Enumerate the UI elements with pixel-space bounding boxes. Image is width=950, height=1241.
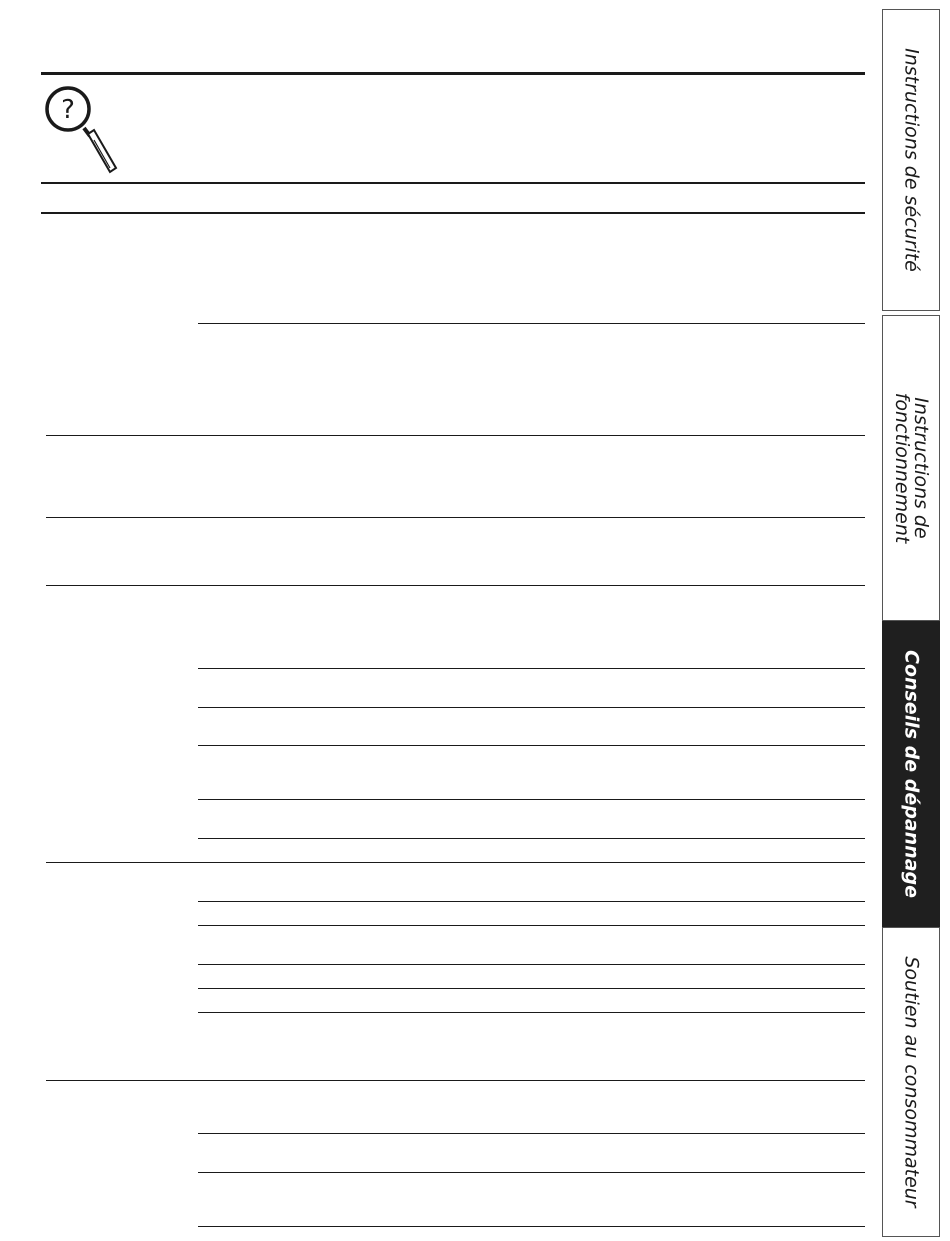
table-subrow-divider: [198, 1226, 865, 1227]
tab-label: Conseils de dépannage: [900, 649, 923, 899]
table-row-divider: [46, 862, 865, 863]
table-subrow-divider: [198, 1012, 865, 1013]
table-row-divider: [46, 1080, 865, 1081]
table-subrow-divider: [198, 1133, 865, 1134]
header-top-rule: [41, 72, 865, 75]
table-subrow-divider: [198, 901, 865, 902]
table-subrow-divider: [198, 799, 865, 800]
table-row-divider: [46, 435, 865, 436]
table-subrow-divider: [198, 707, 865, 708]
table-subrow-divider: [198, 925, 865, 926]
tab-label: Soutien au consommateur: [900, 956, 923, 1208]
table-subrow-divider: [198, 964, 865, 965]
tab-label: Instructions de sécurité: [900, 48, 923, 272]
tab-operating-instructions[interactable]: [882, 315, 940, 621]
table-subrow-divider: [198, 1172, 865, 1173]
header-bottom-rule: [41, 182, 865, 184]
tab-troubleshooting-tips[interactable]: [882, 621, 940, 927]
tab-consumer-support[interactable]: [882, 927, 940, 1237]
table-header-rule: [41, 212, 865, 214]
table-subrow-divider: [198, 988, 865, 989]
table-row-divider: [46, 585, 865, 586]
tab-safety-instructions[interactable]: [882, 9, 940, 311]
table-subrow-divider: [198, 323, 865, 324]
table-subrow-divider: [198, 668, 865, 669]
table-subrow-divider: [198, 745, 865, 746]
table-subrow-divider: [198, 838, 865, 839]
table-row-divider: [46, 517, 865, 518]
magnifier-question-icon: [44, 84, 120, 176]
tab-label: Instructions de fonctionnement: [891, 392, 932, 544]
question-mark-glyph: ?: [61, 95, 75, 125]
